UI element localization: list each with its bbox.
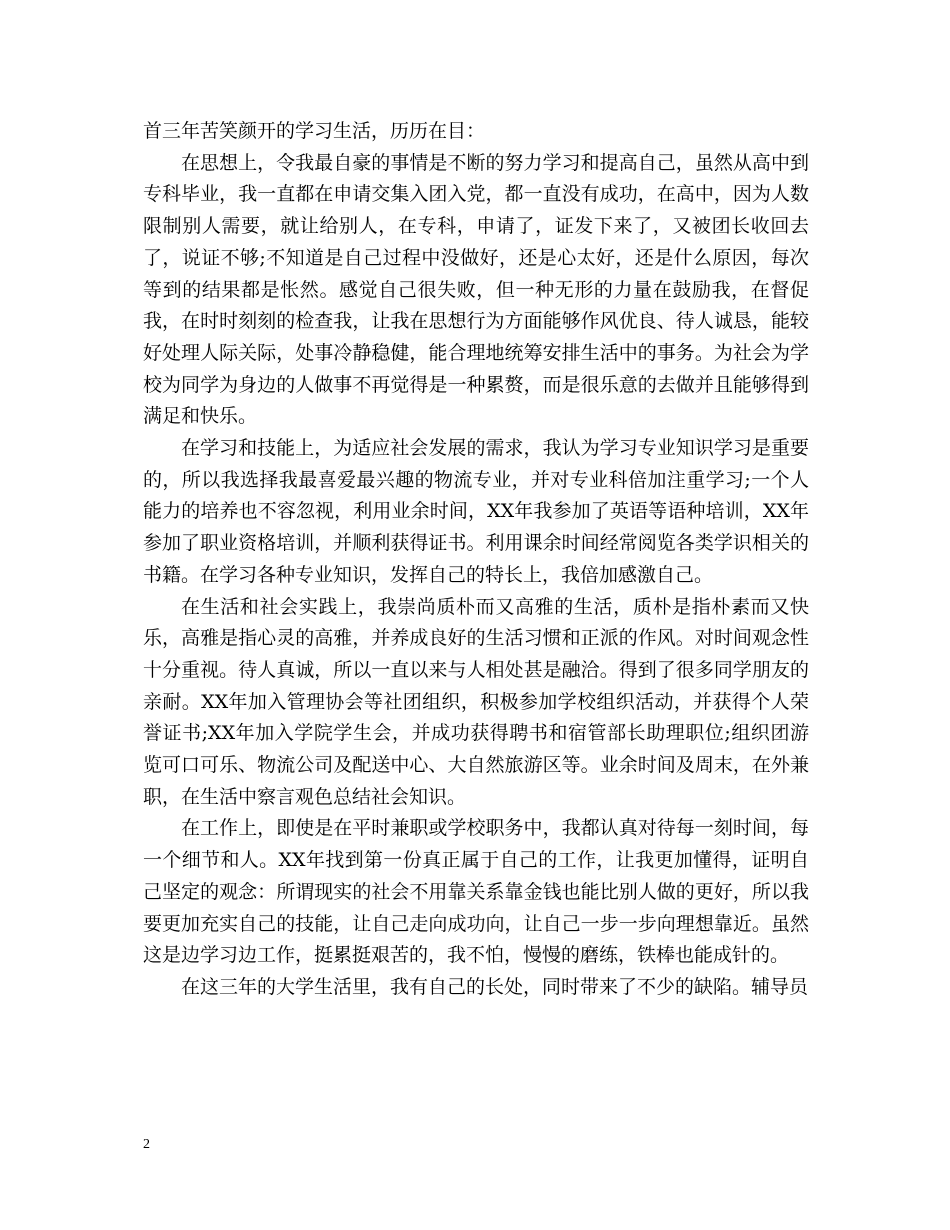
paragraph-5: 在工作上，即使是在平时兼职或学校职务中，我都认真对待每一刻时间，每一个细节和人。XX年找到第一份真正属于自己的工作，让我更加懂得，证明自己坚定的观念：所谓现实的社会不用靠关系靠金钱也能比别人做的更好，所以我要更加充实自己的技能，让自己走向成功向，让自己一步一步向理想靠近。虽然这是边学习边工作，挺累挺艰苦的，我不怕，慢慢的磨练，铁棒也能成针的。: [143, 817, 809, 967]
paragraph-1: 首三年苦笑颜开的学习生活，历历在目：: [143, 120, 486, 142]
document-body: [143, 116, 809, 1004]
paragraph-6: 在这三年的大学生活里，我有自己的长处，同时带来了不少的缺陷。辅导员: [181, 975, 809, 998]
page-number: 2: [143, 1137, 150, 1152]
paragraph-3: 在学习和技能上，为适应社会发展的需求，我认为学习专业知识学习是重要的，所以我选择我最喜爱最兴趣的物流专业，并对专业科倍加注重学习;一个人能力的培养也不容忽视，利用业余时间，XX年我参加了英语等语种培训，XX年参加了职业资格培训，并顺利获得证书。利用课余时间经常阅览各类学识相关的书籍。在学习各种专业知识，发挥自己的特长上，我倍加感激自己。: [143, 437, 809, 586]
paragraph-2: 在思想上，令我最自豪的事情是不断的努力学习和提高自己，虽然从高中到专科毕业，我一直都在申请交集入团入党，都一直没有成功，在高中，因为人数限制别人需要，就让给别人，在专科，申请了，证发下来了，又被团长收回去了，说证不够;不知道是自己过程中没做好，还是心太好，还是什么原因，每次等到的结果都是怅然。感觉自己很失败，但一种无形的力量在鼓励我，在督促我，在时时刻刻的检查我，让我在思想行为方面能够作风优良、待人诚恳，能较好处理人际关际，处事冷静稳健，能合理地统筹安排生活中的事务。为社会为学校为同学为身边的人做事不再觉得是一种累赘，而是很乐意的去做并且能够得到满足和快乐。: [143, 151, 809, 428]
paragraph-4: 在生活和社会实践上，我崇尚质朴而又高雅的生活，质朴是指朴素而又快乐，高雅是指心灵的高雅，并养成良好的生活习惯和正派的作风。对时间观念性十分重视。待人真诚，所以一直以来与人相处甚是融洽。得到了很多同学朋友的亲耐。XX年加入管理协会等社团组织，积极参加学校组织活动，并获得个人荣誉证书;XX年加入学院学生会，并成功获得聘书和宿管部长助理职位;组织团游览可口可乐、物流公司及配送中心、大自然旅游区等。业余时间及周末，在外兼职，在生活中察言观色总结社会知识。: [143, 595, 809, 808]
